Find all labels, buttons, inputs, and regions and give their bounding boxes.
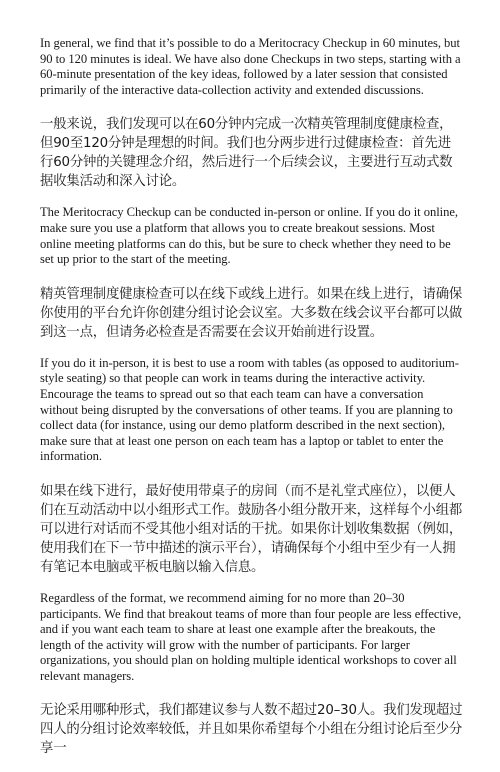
paragraph-zh-in-person: 如果在线下进行，最好使用带桌子的房间（而不是礼堂式座位），以便人们在互动活动中以小组形式工作。鼓励各小组分散开来，这样每个小组都可以进行对话而不受其他小组对话的干扰。如果你计划收集数据（例如，使用我们在下一节中描述的演示平台），请确保每个小组中至少有一人拥有笔记本电脑或平板电脑以输入信息。 xyxy=(40,483,463,575)
paragraph-zh-participants: 无论采用哪种形式，我们都建议参与人数不超过20–30人。我们发现超过四人的分组讨论效率较低，并且如果你希望每个小组在分组讨论后至少分享一 xyxy=(40,703,463,757)
paragraph-zh-duration: 一般来说，我们发现可以在60分钟内完成一次精英管理制度健康检查，但90至120分钟是理想的时间。我们也分两步进行过健康检查：首先进行60分钟的关键理念介绍，然后进行一个后续会议，主要进行互动式数据收集活动和深入讨论。 xyxy=(40,117,453,190)
paragraph-en-in-person: If you do it in-person, it is best to use a room with tables (as opposed to auditorium-style seating) so that people can work in teams during the interactive activity. Encourage the teams to spread out so that each team can have a conversation without being disrupted by the conversations of other teams. If you are planning to collect data (for instance, using our demo platform described in the next section), make sure that at least one person on each team has a laptop or tablet to enter the information. xyxy=(40,355,459,464)
paragraph-en-participants: Regardless of the format, we recommend aiming for no more than 20–30 participants. We find that breakout teams of more than four people are less effective, and if you want each team to share at least one example after the breakouts, the length of the activity will grow with the number of participants. For larger organizations, you should plan on holding multiple identical workshops to cover all relevant managers. xyxy=(40,590,462,683)
paragraph-en-duration: In general, we find that it’s possible to do a Meritocracy Checkup in 60 minutes, but 90 to 120 minutes is ideal. We have also done Checkups in two steps, starting with a 60-minute presentation of the key ideas, followed by a later session that consisted primarily of the interactive data-collection activity and extended discussions. xyxy=(40,36,461,97)
paragraph-en-format: The Meritocracy Checkup can be conducted in-person or online. If you do it online, make sure you use a platform that allows you to create breakout sessions. Most online meeting platforms can do this, but be sure to check whether they need to be set up prior to the start of the meeting. xyxy=(40,205,459,267)
document-page xyxy=(40,36,464,772)
paragraph-zh-format: 精英管理制度健康检查可以在线下或线上进行。如果在线上进行，请确保你使用的平台允许你创建分组讨论会议室。大多数在线会议平台都可以做到这一点，但请务必检查是否需要在会议开始前进行设置。 xyxy=(40,286,463,340)
